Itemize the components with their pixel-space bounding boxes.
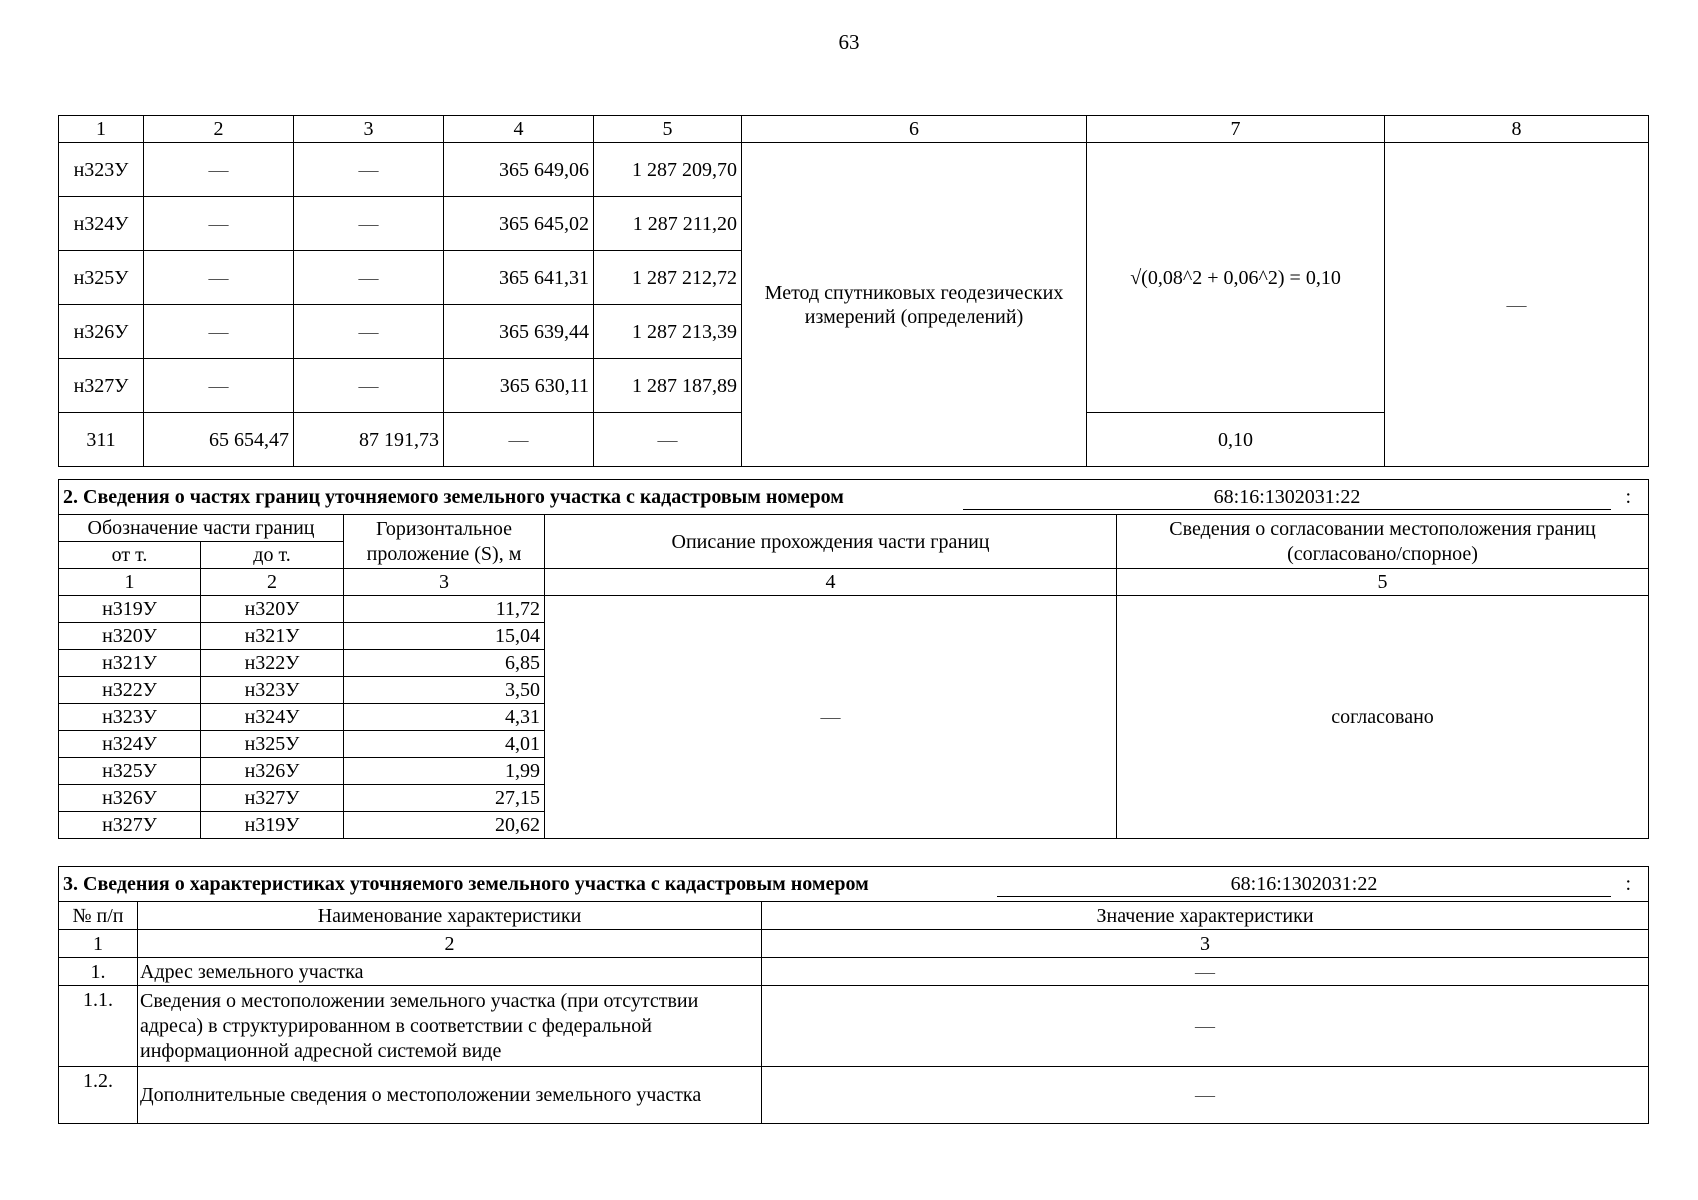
characteristic-name: Дополнительные сведения о местоположении земельного участка bbox=[138, 1067, 762, 1124]
to-point: н327У bbox=[201, 785, 344, 812]
to-point: н323У bbox=[201, 677, 344, 704]
cell-value: 65 654,47 bbox=[144, 413, 294, 467]
characteristic-value: — bbox=[762, 1067, 1649, 1124]
coord-y: — bbox=[594, 413, 742, 467]
num-header: № п/п bbox=[59, 902, 138, 930]
part-header: Обозначение части границ bbox=[59, 515, 344, 542]
agreement-value: согласовано bbox=[1117, 596, 1649, 839]
section3-cadastral: 68:16:1302031:22 bbox=[997, 872, 1611, 897]
from-point: н320У bbox=[59, 623, 201, 650]
point-name: н324У bbox=[59, 197, 144, 251]
row-number: 1.1. bbox=[59, 986, 138, 1067]
cell-value: — bbox=[294, 251, 444, 305]
section2-title-cell bbox=[59, 480, 1649, 515]
to-point: н322У bbox=[201, 650, 344, 677]
col-number: 2 bbox=[201, 569, 344, 596]
to-point: н319У bbox=[201, 812, 344, 839]
table-row bbox=[59, 596, 1649, 623]
cell-value: 87 191,73 bbox=[294, 413, 444, 467]
section3-title-row bbox=[59, 867, 1649, 902]
horizontal-length: 15,04 bbox=[344, 623, 545, 650]
table-row bbox=[59, 958, 1649, 986]
section2-cadastral: 68:16:1302031:22 bbox=[963, 485, 1611, 510]
from-point: н327У bbox=[59, 812, 201, 839]
precision-value: 0,10 bbox=[1087, 413, 1385, 467]
section3-num-row bbox=[59, 930, 1649, 958]
horizontal-header: Горизонтальное проложение (S), м bbox=[344, 515, 545, 569]
horizontal-length: 27,15 bbox=[344, 785, 545, 812]
description-header: Описание прохождения части границ bbox=[545, 515, 1117, 569]
from-point: н321У bbox=[59, 650, 201, 677]
cell-value: — bbox=[294, 359, 444, 413]
value-header: Значение характеристики bbox=[762, 902, 1649, 930]
section2-header-row bbox=[59, 515, 1649, 542]
point-name: н327У bbox=[59, 359, 144, 413]
point-name: 311 bbox=[59, 413, 144, 467]
from-point: н326У bbox=[59, 785, 201, 812]
coord-x: — bbox=[444, 413, 594, 467]
coordinates-header-row bbox=[59, 116, 1649, 143]
to-point: н320У bbox=[201, 596, 344, 623]
col-header: 7 bbox=[1087, 116, 1385, 143]
from-point: н324У bbox=[59, 731, 201, 758]
section3-colon: : bbox=[1625, 872, 1631, 895]
characteristics-table bbox=[58, 866, 1649, 1124]
from-point: н325У bbox=[59, 758, 201, 785]
table-row bbox=[59, 1067, 1649, 1124]
row-number: 1. bbox=[59, 958, 138, 986]
coord-x: 365 630,11 bbox=[444, 359, 594, 413]
horizontal-length: 4,31 bbox=[344, 704, 545, 731]
col-header: 1 bbox=[59, 116, 144, 143]
name-header: Наименование характеристики bbox=[138, 902, 762, 930]
horizontal-length: 11,72 bbox=[344, 596, 545, 623]
table-row bbox=[59, 986, 1649, 1067]
method-cell: Метод спутниковых геодезических измерений (определений) bbox=[742, 143, 1087, 467]
to-header: до т. bbox=[201, 542, 344, 569]
section2-title-row bbox=[59, 480, 1649, 515]
from-point: н319У bbox=[59, 596, 201, 623]
page-number: 63 bbox=[838, 30, 860, 54]
point-name: н326У bbox=[59, 305, 144, 359]
col8-value: — bbox=[1385, 143, 1649, 467]
cell-value: — bbox=[144, 143, 294, 197]
col-header: 8 bbox=[1385, 116, 1649, 143]
coord-x: 365 639,44 bbox=[444, 305, 594, 359]
col-number: 4 bbox=[545, 569, 1117, 596]
cell-value: — bbox=[144, 359, 294, 413]
section2-title: 2. Сведения о частях границ уточняемого земельного участка с кадастровым номером bbox=[63, 485, 844, 508]
col-number: 3 bbox=[762, 930, 1649, 958]
coord-y: 1 287 209,70 bbox=[594, 143, 742, 197]
section2-colon: : bbox=[1625, 485, 1631, 508]
horizontal-length: 6,85 bbox=[344, 650, 545, 677]
coord-y: 1 287 213,39 bbox=[594, 305, 742, 359]
coord-x: 365 641,31 bbox=[444, 251, 594, 305]
coord-y: 1 287 211,20 bbox=[594, 197, 742, 251]
coordinates-table bbox=[58, 115, 1649, 467]
cell-value: — bbox=[144, 305, 294, 359]
to-point: н326У bbox=[201, 758, 344, 785]
coord-y: 1 287 212,72 bbox=[594, 251, 742, 305]
col-header: 2 bbox=[144, 116, 294, 143]
horizontal-length: 3,50 bbox=[344, 677, 545, 704]
characteristic-name: Адрес земельного участка bbox=[138, 958, 762, 986]
col-header: 6 bbox=[742, 116, 1087, 143]
characteristic-value: — bbox=[762, 986, 1649, 1067]
horizontal-length: 20,62 bbox=[344, 812, 545, 839]
characteristic-name: Сведения о местоположении земельного участка (при отсутствии адреса) в структурированном в соответствии с федеральной информационной адресной системой виде bbox=[138, 986, 762, 1067]
col-header: 3 bbox=[294, 116, 444, 143]
section3-title-cell bbox=[59, 867, 1649, 902]
col-number: 1 bbox=[59, 930, 138, 958]
col-header: 5 bbox=[594, 116, 742, 143]
from-point: н322У bbox=[59, 677, 201, 704]
col-number: 2 bbox=[138, 930, 762, 958]
section3-title: 3. Сведения о характеристиках уточняемого земельного участка с кадастровым номером bbox=[63, 872, 869, 895]
characteristic-value: — bbox=[762, 958, 1649, 986]
cell-value: — bbox=[144, 197, 294, 251]
row-number: 1.2. bbox=[59, 1067, 138, 1124]
coord-y: 1 287 187,89 bbox=[594, 359, 742, 413]
cell-value: — bbox=[294, 143, 444, 197]
cell-value: — bbox=[294, 197, 444, 251]
col-number: 1 bbox=[59, 569, 201, 596]
section2-num-row bbox=[59, 569, 1649, 596]
col-number: 3 bbox=[344, 569, 545, 596]
cell-value: — bbox=[294, 305, 444, 359]
description-value: — bbox=[545, 596, 1117, 839]
to-point: н325У bbox=[201, 731, 344, 758]
to-point: н324У bbox=[201, 704, 344, 731]
coord-x: 365 649,06 bbox=[444, 143, 594, 197]
col-header: 4 bbox=[444, 116, 594, 143]
point-name: н325У bbox=[59, 251, 144, 305]
precision-formula: √(0,08^2 + 0,06^2) = 0,10 bbox=[1087, 143, 1385, 413]
cell-value: — bbox=[144, 251, 294, 305]
coord-x: 365 645,02 bbox=[444, 197, 594, 251]
point-name: н323У bbox=[59, 143, 144, 197]
to-point: н321У bbox=[201, 623, 344, 650]
table-row bbox=[59, 143, 1649, 197]
from-header: от т. bbox=[59, 542, 201, 569]
horizontal-length: 1,99 bbox=[344, 758, 545, 785]
section3-header-row bbox=[59, 902, 1649, 930]
col-number: 5 bbox=[1117, 569, 1649, 596]
horizontal-length: 4,01 bbox=[344, 731, 545, 758]
agreement-header: Сведения о согласовании местоположения границ (согласовано/спорное) bbox=[1117, 515, 1649, 569]
boundary-parts-table bbox=[58, 479, 1649, 839]
from-point: н323У bbox=[59, 704, 201, 731]
